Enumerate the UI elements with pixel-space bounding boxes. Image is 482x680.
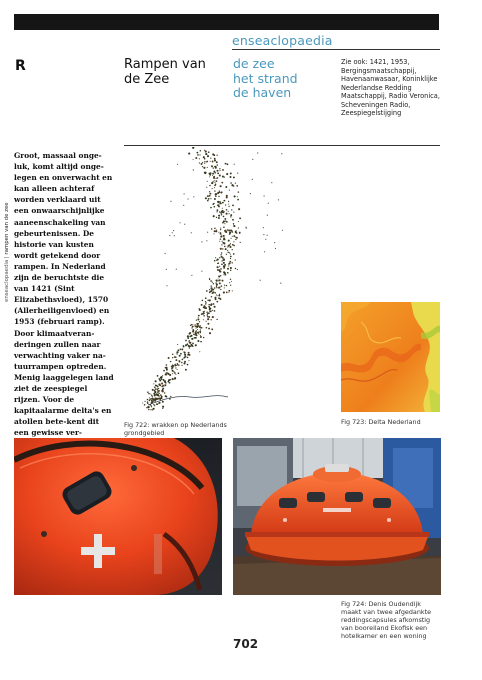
page-number: 702 — [233, 637, 259, 651]
theme-list — [233, 57, 298, 101]
wreck-map — [124, 147, 331, 415]
capsule-photo-closeup — [14, 438, 222, 595]
caption-fig722: Fig 722: wrakken op Nederlands grondgebied — [124, 421, 227, 437]
intro-text: Groot, massaal onge-luk, komt altijd onge-legen en onverwacht en kan alleen achteraf worden verklaard uit een onwaarschijnlijke aaneenschakeling van gebeurtenissen. De historie van kusten wordt getekend door rampen. In Nederland zijn de beruchtste die van 1421 (Sint Elizabethsvloed), 1570 (Allerheiligenvloed) en 1953 (februari ramp). Door klimaatveran-deringen zullen naar verwachting vaker na-tuurrampen optreden. Menig laaggelegen land ziet de zeespiegel rijzen. Voor de kapitaalarme delta's en atollen bete-kent dit een gewisse ver- — [14, 151, 114, 438]
see-also: Zie ook: 1421, 1953, Bergingsmaatschappij, Havenaanwasaar, Koninklijke Nederlandse Redding Maatschappij, Radio Veronica, Scheveningen Radio, Zeespiegelstijging — [341, 58, 440, 117]
vertical-running-head — [4, 202, 10, 302]
capsule-closeup-image — [14, 438, 222, 595]
page-title — [124, 57, 206, 87]
caption-fig723: Fig 723: Delta Nederland — [341, 418, 421, 426]
capsule-photo-full — [233, 438, 441, 595]
section-rule — [124, 145, 440, 146]
theme-link[interactable]: het strand — [233, 70, 298, 86]
delta-map-image — [341, 302, 440, 412]
theme-link[interactable]: de haven — [233, 85, 292, 100]
title-line: Rampen van — [124, 57, 206, 72]
running-head-topic: rampen van de zee — [4, 202, 10, 255]
theme-link[interactable]: de zee — [233, 56, 275, 71]
header-rule — [232, 49, 440, 50]
top-bar — [14, 14, 439, 30]
caption-fig724: Fig 724: Denis Oudendijk maakt van twee afgedankte reddingscapsules afkomstig van booreiland Ekofisk een hotelkamer en een woning — [341, 600, 432, 640]
delta-map — [341, 302, 440, 412]
title-line: de Zee — [124, 72, 170, 87]
capsule-full-image — [233, 438, 441, 595]
brand-name: enseaclopaedia — [232, 33, 333, 48]
running-head-prefix: enseaclopaedia | — [4, 254, 10, 302]
index-letter: R — [15, 58, 26, 74]
